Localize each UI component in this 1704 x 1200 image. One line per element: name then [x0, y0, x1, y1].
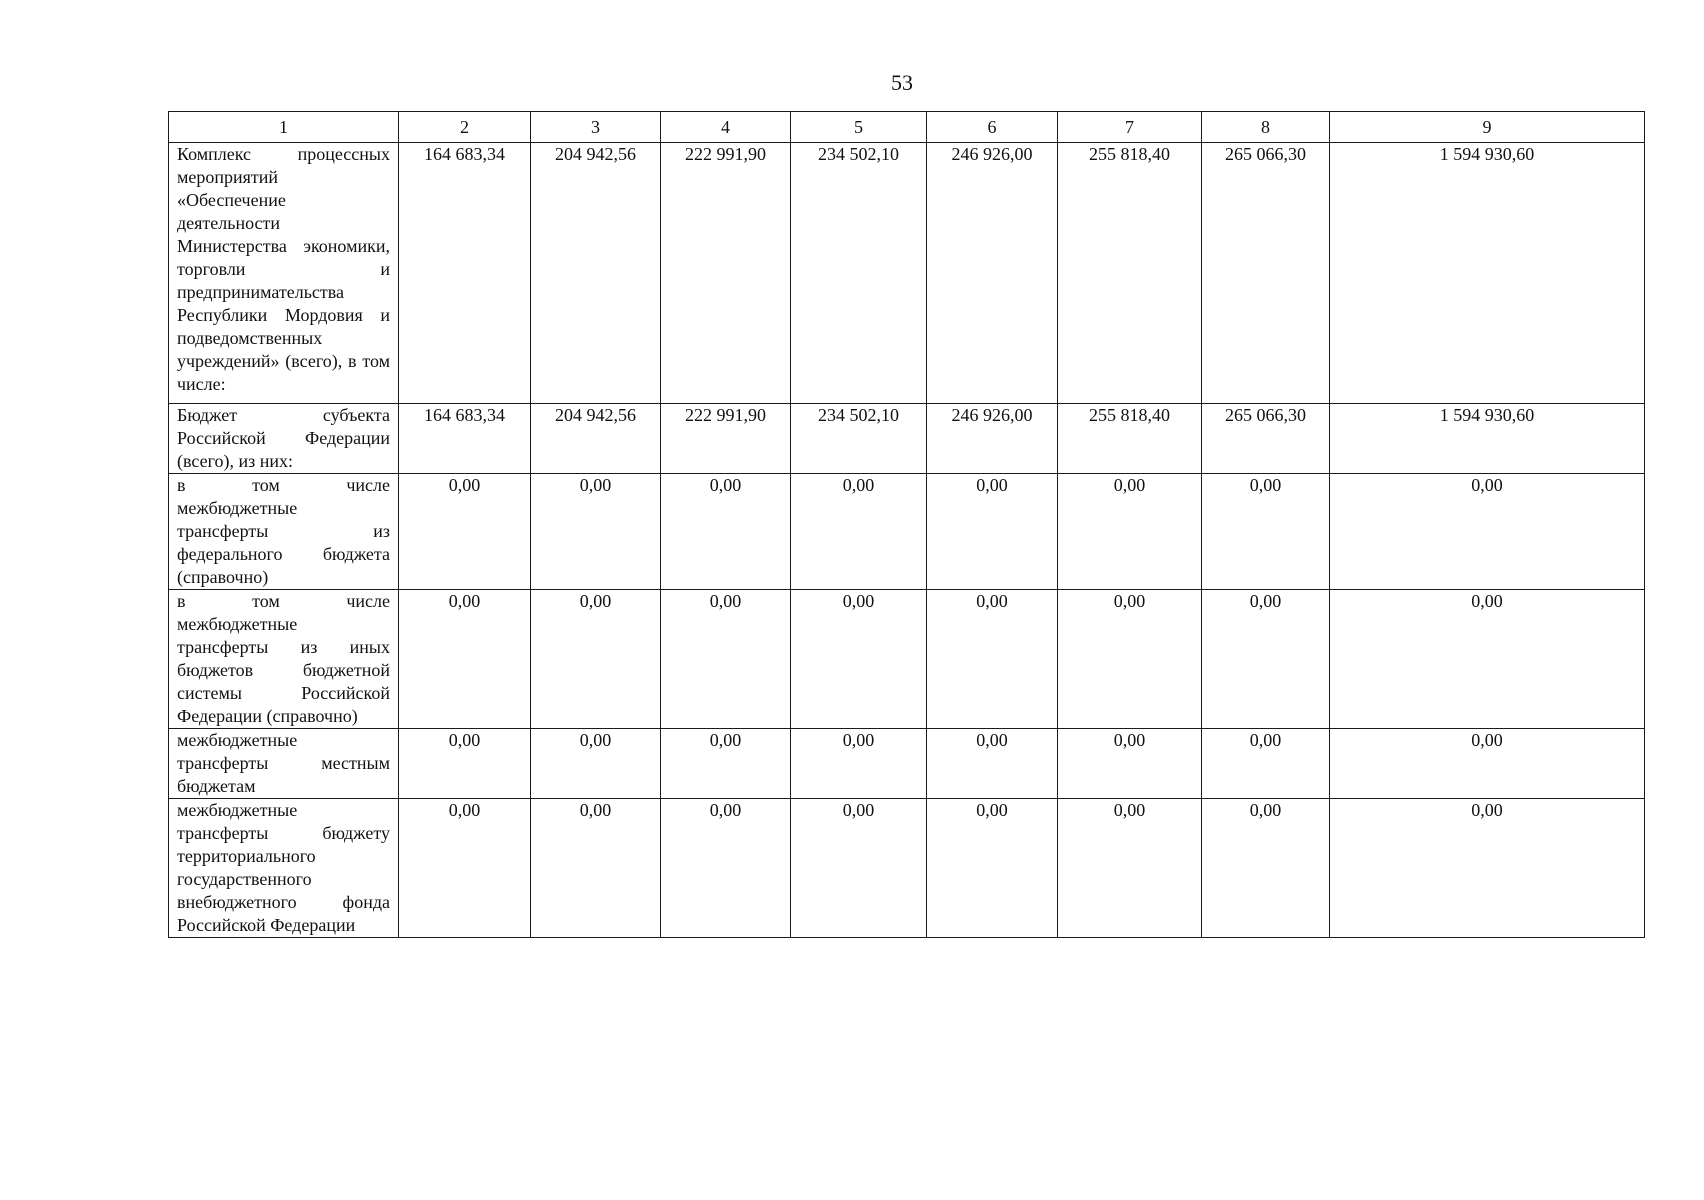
- table-cell: 164 683,34: [399, 143, 531, 404]
- table-cell: 0,00: [791, 474, 927, 590]
- row-label: межбюджетные трансферты местным бюджетам: [169, 729, 399, 799]
- column-header: 6: [927, 112, 1058, 143]
- table-row: [169, 404, 1645, 474]
- table-cell: 1 594 930,60: [1330, 404, 1645, 474]
- table-cell: 0,00: [399, 799, 531, 938]
- table-cell: 0,00: [399, 474, 531, 590]
- table-cell: 0,00: [1058, 729, 1202, 799]
- table-cell: 204 942,56: [531, 143, 661, 404]
- table-cell: 0,00: [927, 590, 1058, 729]
- table-cell: 0,00: [927, 474, 1058, 590]
- table-cell: 0,00: [927, 729, 1058, 799]
- table-cell: 0,00: [1058, 799, 1202, 938]
- table-cell: 265 066,30: [1202, 404, 1330, 474]
- column-header: 8: [1202, 112, 1330, 143]
- row-label: Комплекс процессных мероприятий «Обеспечение деятельности Министерства экономики, торговли и предпринимательства Республики Мордовия и подведомственных учреждений» (всего), в том числе:: [169, 143, 399, 404]
- table-cell: 0,00: [1202, 799, 1330, 938]
- page-number-text: 53: [891, 70, 913, 95]
- table-cell: 1 594 930,60: [1330, 143, 1645, 404]
- table-cell: 0,00: [661, 729, 791, 799]
- row-label: в том числе межбюджетные трансферты из федерального бюджета (справочно): [169, 474, 399, 590]
- table-cell: 255 818,40: [1058, 404, 1202, 474]
- column-header: 7: [1058, 112, 1202, 143]
- page-number: [0, 70, 1704, 96]
- table-cell: 0,00: [531, 799, 661, 938]
- table-cell: 204 942,56: [531, 404, 661, 474]
- table-cell: 255 818,40: [1058, 143, 1202, 404]
- table-cell: 222 991,90: [661, 404, 791, 474]
- table-cell: 0,00: [791, 590, 927, 729]
- table-header-row: [169, 112, 1645, 143]
- table-cell: 0,00: [1202, 474, 1330, 590]
- table-cell: 0,00: [1202, 729, 1330, 799]
- budget-table: [168, 111, 1645, 938]
- table-cell: 0,00: [661, 474, 791, 590]
- table-cell: 0,00: [531, 729, 661, 799]
- column-header: 5: [791, 112, 927, 143]
- table-cell: 265 066,30: [1202, 143, 1330, 404]
- table-row: [169, 143, 1645, 404]
- table-cell: 0,00: [927, 799, 1058, 938]
- table-cell: 0,00: [791, 729, 927, 799]
- table-cell: 0,00: [1330, 729, 1645, 799]
- table-cell: 164 683,34: [399, 404, 531, 474]
- table-row: [169, 474, 1645, 590]
- row-label: Бюджет субъекта Российской Федерации (всего), из них:: [169, 404, 399, 474]
- column-header: 9: [1330, 112, 1645, 143]
- table-row: [169, 590, 1645, 729]
- table-cell: 0,00: [399, 729, 531, 799]
- column-header: 4: [661, 112, 791, 143]
- column-header: 2: [399, 112, 531, 143]
- table-cell: 0,00: [661, 799, 791, 938]
- table-cell: 0,00: [661, 590, 791, 729]
- table-cell: 0,00: [531, 590, 661, 729]
- table-row: [169, 729, 1645, 799]
- row-label: в том числе межбюджетные трансферты из иных бюджетов бюджетной системы Российской Федерации (справочно): [169, 590, 399, 729]
- table-cell: 0,00: [1330, 799, 1645, 938]
- table-cell: 0,00: [1058, 474, 1202, 590]
- table-cell: 0,00: [399, 590, 531, 729]
- table-cell: 0,00: [791, 799, 927, 938]
- table-cell: 0,00: [1330, 474, 1645, 590]
- table-cell: 246 926,00: [927, 143, 1058, 404]
- table-cell: 222 991,90: [661, 143, 791, 404]
- table-cell: 0,00: [1202, 590, 1330, 729]
- table-cell: 234 502,10: [791, 143, 927, 404]
- table-cell: 0,00: [1330, 590, 1645, 729]
- row-label: межбюджетные трансферты бюджету территориального государственного внебюджетного фонда Российской Федерации: [169, 799, 399, 938]
- table-cell: 234 502,10: [791, 404, 927, 474]
- table-cell: 0,00: [1058, 590, 1202, 729]
- table-row: [169, 799, 1645, 938]
- table-cell: 246 926,00: [927, 404, 1058, 474]
- table-cell: 0,00: [531, 474, 661, 590]
- column-header: 3: [531, 112, 661, 143]
- column-header: 1: [169, 112, 399, 143]
